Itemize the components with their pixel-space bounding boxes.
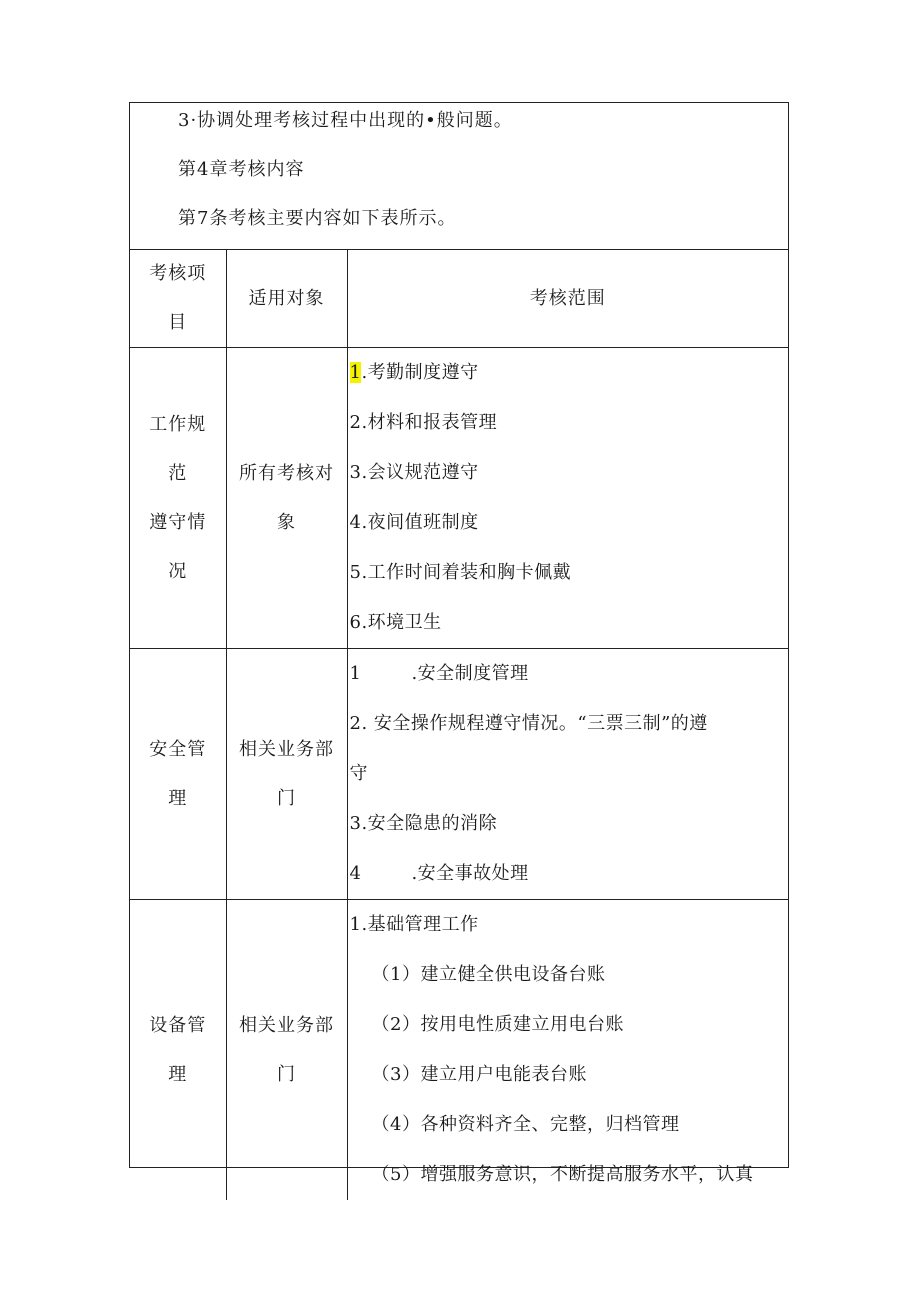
row-target: 所有考核对 象: [226, 348, 347, 649]
scope-line: （3）建立用户电能表台账: [371, 1064, 587, 1085]
highlight-mark: 1: [349, 362, 362, 383]
assessment-table: [130, 249, 788, 1200]
scope-line: 2.材料和报表管理: [349, 412, 498, 433]
intro-section: [130, 103, 788, 250]
header-item: 考核项 目: [130, 249, 226, 348]
scope-line: 5.工作时间着装和胸卡佩戴: [349, 562, 572, 583]
row-scope: [347, 649, 788, 900]
row-target: 相关业务部 门: [226, 900, 347, 1201]
scope-line: 6.环境卫生: [349, 612, 442, 633]
scope-line: 3.会议规范遵守: [349, 462, 479, 483]
header-scope: 考核范围: [347, 249, 788, 348]
intro-clause-3: 3·协调处理考核过程中出现的•般问题。: [178, 110, 513, 131]
scope-line: 2. 安全操作规程遵守情况。“三票三制”的遵: [349, 713, 708, 734]
table-row: [130, 649, 788, 900]
document-frame: [129, 102, 789, 1185]
table-row: [130, 900, 788, 1201]
scope-line: 4.夜间值班制度: [349, 512, 479, 533]
scope-line: 3.安全隐患的消除: [349, 813, 498, 834]
scope-line: 1.考勤制度遵守: [349, 362, 479, 383]
row-item: 安全管 理: [130, 649, 226, 900]
header-target: 适用对象: [226, 249, 347, 348]
scope-line: （5）增强服务意识，不断提高服务水平，认真: [371, 1164, 754, 1185]
row-item: 工作规 范 遵守情 况: [130, 348, 226, 649]
scope-line: 1.基础管理工作: [349, 914, 479, 935]
scope-line: 4 .安全事故处理: [349, 863, 529, 884]
row-item: 设备管 理: [130, 900, 226, 1201]
row-scope: [347, 900, 788, 1201]
row-scope: [347, 348, 788, 649]
scope-line: 1 .安全制度管理: [349, 663, 529, 684]
row-target: 相关业务部 门: [226, 649, 347, 900]
scope-line: （4）各种资料齐全、完整，归档管理: [371, 1114, 680, 1135]
scope-line: （1）建立健全供电设备台账: [371, 964, 606, 985]
scope-line: 守: [349, 763, 368, 784]
chapter-heading: 第4章考核内容: [178, 159, 305, 180]
table-row: [130, 348, 788, 649]
article-7: 第7条考核主要内容如下表所示。: [178, 208, 457, 229]
table-header-row: [130, 249, 788, 348]
scope-line: （2）按用电性质建立用电台账: [371, 1014, 624, 1035]
